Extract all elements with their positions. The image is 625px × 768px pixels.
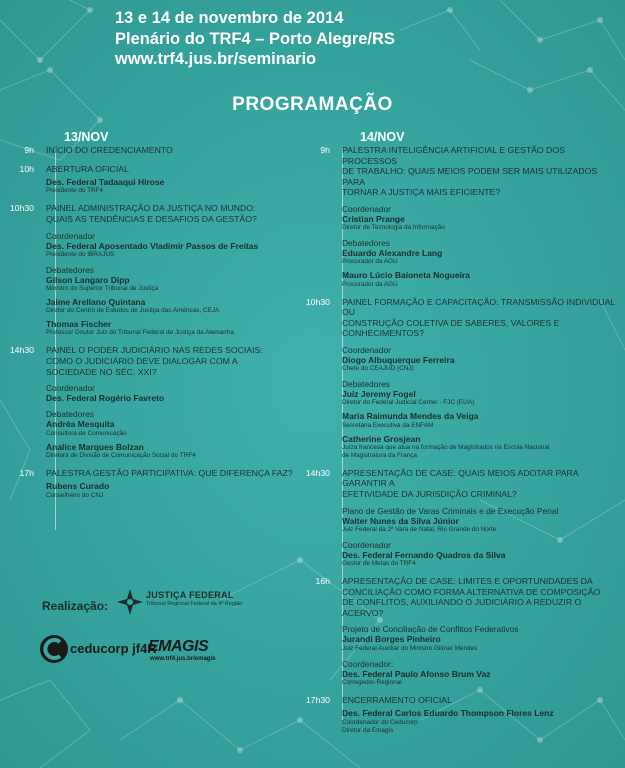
speaker-title: Diretor do Centro de Estudos de Justiça das Américas, CEJA [46, 307, 220, 315]
day-label: 14/NOV [360, 130, 405, 144]
speaker-name: Jaime Arellano Quintana [46, 296, 146, 307]
speaker-role: Coordenador [342, 344, 391, 355]
session-title: EFETIVIDADE DA JURISDIÇÃO CRIMINAL? [342, 488, 517, 499]
session-title: PALESTRA GESTÃO PARTICIPATIVA: QUE DIFERENÇA FAZ? [46, 467, 293, 478]
speaker [342, 214, 622, 232]
session-title: TORNAR A JUSTIÇA MAIS EFICIENTE? [342, 187, 501, 198]
speaker [46, 297, 258, 315]
schedule-time: 10h30 [305, 296, 330, 307]
justica-federal-logo-text: JUSTIÇA FEDERAL [146, 590, 234, 600]
speaker-name: Des. Federal Carlos Eduardo Thompson Flores Lenz [342, 708, 554, 719]
justica-federal-emblem-icon [116, 588, 144, 616]
schedule-details [46, 345, 263, 459]
session-title: INÍCIO DO CREDENCIAMENTO [46, 145, 173, 155]
speaker-title: Diretor do Federal Judicial Center - FJC (EUA) [342, 399, 475, 407]
speaker-title: Consultora de Comunicação [46, 429, 127, 437]
speaker [46, 481, 293, 499]
schedule-details [342, 297, 622, 460]
schedule-item [4, 468, 309, 500]
speaker-title: Chefe do CEAJUD (CNJ) [342, 365, 414, 373]
speaker-title: Conselheiro do CNJ [46, 491, 104, 499]
ceducorp-logo-icon [38, 633, 70, 665]
schedule-time: 14h30 [305, 467, 330, 478]
session-title: DE TRABALHO: QUAIS MEIOS PODEM SER MAIS UTILIZADOS PARA [342, 166, 598, 187]
session-title: PAINEL ADMINISTRAÇÃO DA JUSTIÇA NO MUNDO: [46, 203, 256, 214]
speaker-name: Maria Raimunda Mendes da Veiga [342, 411, 479, 422]
speaker-name: Rubens Curado [46, 481, 110, 492]
speaker-title: Secretária Executiva da ENFAM [342, 421, 434, 429]
speaker-name: Des. Federal Tadaaqui Hirose [46, 177, 165, 188]
schedule-time: 10h [19, 163, 34, 174]
session-title: ENCERRAMENTO OFICIAL [342, 694, 452, 705]
speaker-name: Des. Federal Aposentado Vladimir Passos de Freitas [46, 240, 259, 251]
speaker-name: Jurandi Borges Pinheiro [342, 634, 441, 645]
speaker-name: Cristian Prange [342, 213, 405, 224]
schedule-item [300, 576, 622, 687]
speaker-title: Professor Doutor Juiz do Tribunal Federal de Justiça da Alemanha [46, 329, 234, 337]
speaker-name: Diogo Albuquerque Ferreira [342, 354, 455, 365]
speaker-title: Procurador da AGU [342, 258, 398, 266]
speaker-title: Presidente do IBRAJUS [46, 250, 115, 258]
speaker-role: Debatedores [342, 379, 390, 390]
schedule-time: 9h [320, 145, 330, 155]
speaker [46, 275, 258, 293]
session-title: DE CONFLITOS, AUXILIANDO O JUDICIÁRIO A REDUZIR O ACERVO? [342, 597, 582, 618]
speaker-title: Ministro do Superior Tribunal de Justiça [46, 284, 159, 292]
speaker-role: Plano de Gestão de Varas Criminais e de Execução Penal [342, 505, 559, 516]
schedule-details [342, 468, 622, 568]
session-title: CONSTRUÇÃO COLETIVA DE SABERES, VALORES E CONHECIMENTOS? [342, 317, 560, 339]
event-header [115, 8, 395, 70]
session-title: SOCIEDADE NO SÉC. XXI? [46, 366, 157, 377]
speaker-title: Corregedor-Regional [342, 678, 402, 686]
speaker-name: Gilson Langaro Dipp [46, 274, 130, 285]
speaker-title: Presidente do TRF4 [46, 187, 104, 195]
speaker-name: Des. Federal Rogério Favreto [46, 393, 165, 404]
speaker-title: Juíza francesa que atua na formação de Magistrados na Escola Nacional [342, 443, 550, 451]
schedule-details [46, 145, 173, 156]
speaker-role: Debatedores [46, 409, 94, 420]
speaker [46, 393, 263, 403]
speaker-name: Eduardo Alexandre Lang [342, 248, 443, 259]
schedule-item [4, 164, 309, 196]
session-title: QUAIS AS TENDÊNCIAS E DESAFIOS DA GESTÃO? [46, 213, 257, 224]
speaker-name: Thomas Fischer [46, 319, 112, 330]
speaker-title: Gestor de Metas do TRF4 [342, 559, 416, 567]
speaker-role: Coordenador: [342, 658, 394, 669]
speaker-title: Procurador da AGU [342, 280, 398, 288]
schedule-details [46, 468, 293, 500]
speaker-title: de Magistratura da França [342, 451, 417, 459]
speaker [342, 270, 622, 288]
speaker-role: Debatedores [342, 238, 390, 249]
event-dates: 13 e 14 de novembro de 2014 [115, 9, 344, 27]
speaker-role: Coordenador [46, 383, 95, 394]
speaker [342, 434, 622, 460]
speaker-role: Coordenador [342, 203, 391, 214]
speaker [342, 708, 554, 734]
session-title: COMO O JUDICIÁRIO DEVE DIALOGAR COM A [46, 355, 238, 366]
session-title: CONCILIAÇÃO COMO FORMA ALTERNATIVA DE COMPOSIÇÃO [342, 586, 601, 597]
speaker [342, 389, 622, 407]
trf4-logo-subtitle: Tribunal Regional Federal da 4ª Região [146, 601, 243, 607]
schedule-time: 10h30 [9, 203, 34, 214]
speaker [342, 411, 622, 429]
schedule-item [4, 345, 309, 459]
day-column-13nov [4, 130, 309, 500]
schedule-details [342, 576, 622, 687]
schedule-details [46, 164, 164, 196]
schedule-item [300, 297, 622, 460]
speaker-name: Catherine Grosjean [342, 433, 421, 444]
session-title: PALESTRA INTELIGÊNCIA ARTIFICIAL E GESTÃO DOS PROCESSOS [342, 145, 565, 166]
speaker-role: Coordenador [46, 230, 95, 241]
speaker [342, 516, 622, 534]
speaker [46, 177, 164, 195]
speaker [342, 550, 622, 568]
schedule-time: 17h [19, 467, 34, 478]
speaker [46, 419, 263, 437]
speaker-title: Diretor de Tecnologia da Informação [342, 224, 445, 232]
speaker-name: Walter Nunes da Silva Júnior [342, 515, 459, 526]
speaker-name: Mauro Lúcio Baioneta Nogueira [342, 270, 470, 281]
speaker [342, 634, 622, 652]
schedule-item [300, 695, 622, 735]
schedule-details [46, 203, 258, 337]
speaker-name: Andréa Mesquita [46, 419, 115, 430]
day-column-14nov [300, 130, 622, 735]
speaker-role: Coordenador [342, 539, 391, 550]
schedule-time: 17h30 [305, 694, 330, 705]
schedule-time: 9h [24, 145, 34, 155]
speaker-title: Juiz Federal Auxiliar do Ministro Gilmar Mendes [342, 644, 478, 652]
realizacao-label: Realização: [42, 599, 109, 613]
session-title: PAINEL FORMAÇÃO E CAPACITAÇÃO: TRANSMISSÃO INDIVIDUAL OU [342, 296, 615, 318]
speaker-title: Diretora de Divisão de Comunicação Social do TRF4 [46, 451, 196, 459]
session-title: ABERTURA OFICIAL [46, 163, 129, 174]
speaker [342, 248, 622, 266]
event-venue: Plenário do TRF4 – Porto Alegre/RS [115, 29, 395, 48]
event-website-link[interactable]: www.trf4.jus.br/seminario [115, 50, 317, 68]
speaker-name: Des. Federal Paulo Afonso Brum Vaz [342, 668, 491, 679]
speaker [46, 241, 258, 259]
speaker-role: Projeto de Conciliação de Conflitos Federativos [342, 624, 519, 635]
session-title: APRESENTAÇÃO DE CASE: LIMITES E OPORTUNIDADES DA [342, 575, 593, 586]
speaker [46, 319, 258, 337]
schedule-item [300, 145, 622, 289]
speaker-name: Analice Marques Bolzan [46, 441, 144, 452]
program-title: PROGRAMAÇÃO [232, 94, 393, 115]
schedule-details [342, 695, 554, 735]
speaker-title: Diretor da Emagis [342, 726, 394, 734]
schedule-item [4, 203, 309, 337]
schedule-item [300, 468, 622, 568]
speaker-title: Coordenador do Ceducorp [342, 718, 418, 726]
session-title: APRESENTAÇÃO DE CASE: QUAIS MEIOS ADOTAR PARA GARANTIR A [342, 467, 579, 489]
day-label: 13/NOV [64, 130, 109, 144]
schedule-time: 16h [315, 575, 330, 586]
schedule-item [4, 145, 309, 156]
schedule-details [342, 145, 622, 289]
emagis-logo-text: EMAGIS [148, 638, 209, 655]
speaker [342, 669, 622, 687]
speaker-name: Des. Federal Fernando Quadros da Silva [342, 549, 506, 560]
ceducorp-logo-text: ceducorp jf4R [70, 641, 157, 656]
speaker-title: Juiz Federal da 2ª Vara de Natal, Rio Grande do Norte [342, 525, 497, 533]
session-title: PAINEL O PODER JUDICIÁRIO NAS REDES SOCIAIS: [46, 345, 263, 356]
speaker-name: Juiz Jeremy Fogel [342, 389, 416, 400]
emagis-website-link[interactable]: www.trf4.jus.br/emagis [150, 656, 216, 662]
schedule-time: 14h30 [9, 345, 34, 356]
speaker-role: Debatedores [46, 264, 94, 275]
speaker [342, 355, 622, 373]
speaker [46, 442, 263, 460]
